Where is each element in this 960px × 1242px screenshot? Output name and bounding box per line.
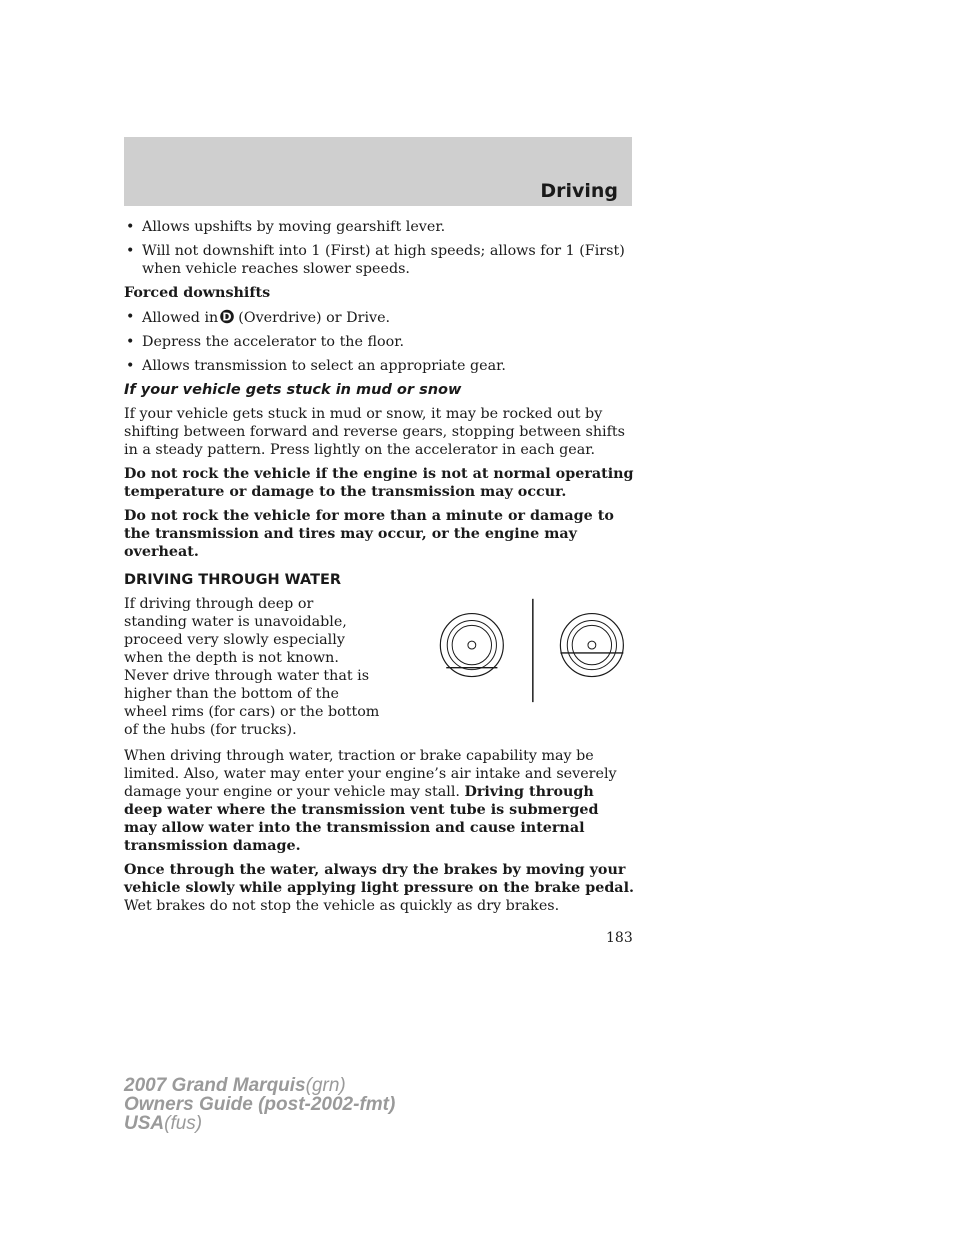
svg-text:D: D — [222, 310, 232, 324]
water-dry-normal: Wet brakes do not stop the vehicle as quickly as dry brakes. — [124, 898, 560, 914]
forced-downshifts-heading: Forced downshifts — [124, 285, 271, 301]
section-title: Driving — [540, 180, 618, 202]
stuck-warning-2: Do not rock the vehicle for more than a minute or damage to the transmission and tires may occur, or the engine may overheat. — [124, 508, 614, 560]
stuck-warning-1: Do not rock the vehicle if the engine is not at normal operating temperature or damage to the transmission may occur. — [124, 466, 634, 500]
water-body-normal: When driving through water, traction or brake capability may be limited. Also, water may enter your engine’s air intake and severely damage your engine or your vehicle may stall. — [124, 748, 617, 800]
bullet-text: Will not downshift into 1 (First) at high speeds; allows for 1 (First) when vehicle reaches slower speeds. — [142, 243, 625, 277]
page-content — [124, 218, 636, 921]
water-dry — [124, 861, 636, 915]
footer-line-1: 2007 Grand Marquis(grn) — [124, 1075, 346, 1096]
bullet-text-after: (Overdrive) or Drive. — [238, 310, 391, 326]
stuck-body: If your vehicle gets stuck in mud or snow, it may be rocked out by shifting between forward and reverse gears, stopping between shifts in a steady pattern. Press lightly on the accelerator in each gear. — [124, 406, 625, 458]
bullet-icon: • — [126, 243, 135, 259]
footer-line-3: USA(fus) — [124, 1113, 203, 1134]
truck-wheel-icon — [560, 614, 623, 677]
page-number: 183 — [606, 930, 633, 946]
bullet-icon: • — [126, 334, 135, 350]
stuck-heading: If your vehicle gets stuck in mud or snow — [124, 382, 462, 398]
document-footer — [124, 1076, 395, 1133]
wheel-water-level-illustration — [400, 593, 636, 705]
bullet-text: Allows upshifts by moving gearshift lever. — [142, 219, 446, 235]
overdrive-icon — [220, 308, 234, 325]
water-dry-bold: Once through the water, always dry the brakes by moving your vehicle slowly while applying light pressure on the brake pedal. — [124, 862, 634, 896]
list-item — [124, 242, 636, 278]
car-wheel-icon — [440, 614, 503, 677]
footer-line-2: Owners Guide (post-2002-fmt) — [124, 1094, 396, 1115]
water-intro-row — [124, 595, 636, 739]
bullet-icon: • — [126, 309, 135, 325]
list-item — [124, 218, 636, 236]
water-heading: DRIVING THROUGH WATER — [124, 572, 342, 588]
bullet-icon: • — [126, 219, 135, 235]
list-item — [124, 308, 636, 327]
bullet-icon: • — [126, 358, 135, 374]
bullet-text: Depress the accelerator to the floor. — [142, 334, 405, 350]
list-item — [124, 333, 636, 351]
water-intro: If driving through deep or standing water is unavoidable, proceed very slowly especially when the depth is not known. Never drive through water that is higher than the bottom of the wheel rims (for cars) or the bottom of the hubs (for trucks). — [124, 596, 380, 738]
water-body — [124, 747, 636, 855]
bullet-text: Allows transmission to select an appropriate gear. — [142, 358, 506, 374]
water-body-bold: Driving through deep water where the transmission vent tube is submerged may allow water into the transmission and cause internal transmission damage. — [124, 784, 599, 854]
list-item — [124, 357, 636, 375]
bullet-text-before: Allowed in — [142, 310, 219, 326]
section-header-band — [124, 137, 632, 206]
